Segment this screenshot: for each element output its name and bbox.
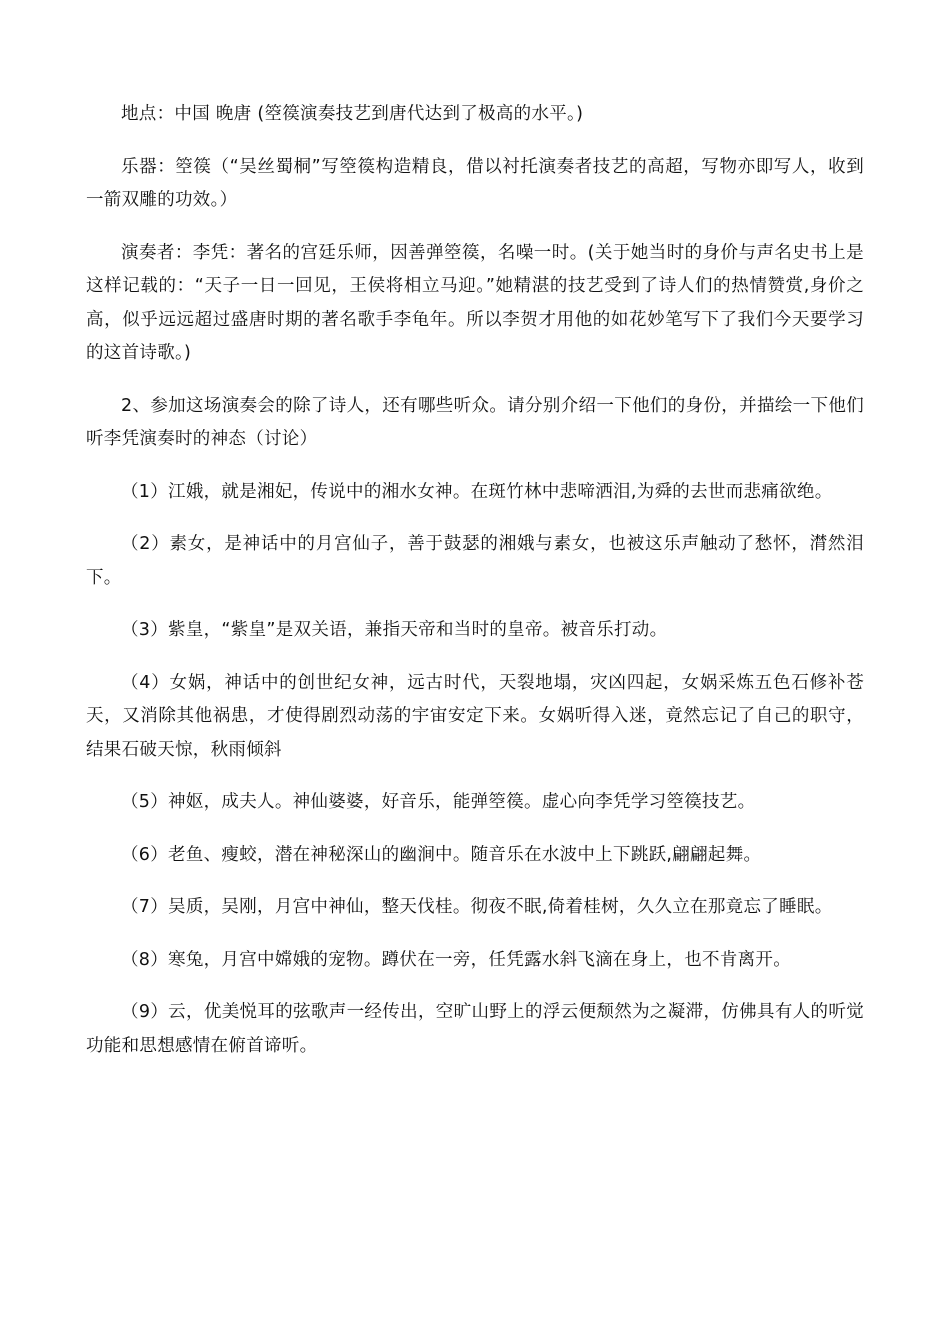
- paragraph-location: 地点：中国 晚唐 (箜篌演奏技艺到唐代达到了极高的水平。): [121, 104, 584, 124]
- paragraph-listener-3: （3）紫皇，“紫皇”是双关语，兼指天帝和当时的皇帝。被音乐打动。: [121, 620, 668, 640]
- paragraph-listener-2: （2）素女，是神话中的月宫仙子，善于鼓瑟的湘娥与素女，也被这乐声触动了愁怀，潸然泪下。: [86, 534, 864, 588]
- paragraph-instrument: 乐器：箜篌（“吴丝蜀桐”写箜篌构造精良，借以衬托演奏者技艺的高超，写物亦即写人，收到一箭双雕的功效。）: [86, 156, 864, 210]
- paragraph-question-2: 2、参加这场演奏会的除了诗人，还有哪些听众。请分别介绍一下他们的身份，并描绘一下他们听李凭演奏时的神态（讨论）: [86, 395, 864, 449]
- paragraph-listener-9: （9）云，优美悦耳的弦歌声一经传出，空旷山野上的浮云便颓然为之凝滞，仿佛具有人的听觉功能和思想感情在俯首谛听。: [86, 1002, 864, 1056]
- paragraph-listener-1: （1）江娥，就是湘妃，传说中的湘水女神。在斑竹林中悲啼洒泪,为舜的去世而悲痛欲绝。: [121, 481, 833, 502]
- paragraph-performer: 演奏者：李凭：著名的宫廷乐师，因善弹箜篌，名噪一时。(关于她当时的身价与声名史书上是这样记载的：“天子一日一回见，王侯将相立马迎。”她精湛的技艺受到了诗人们的热情赞赏,身价之高，似乎远远超过盛唐时期的著名歌手李龟年。所以李贺才用他的如花妙笔写下了我们今天要学习的这首诗歌。): [86, 242, 864, 363]
- paragraph-listener-8: （8）寒兔，月宫中嫦娥的宠物。蹲伏在一旁，任凭露水斜飞滴在身上，也不肯离开。: [121, 949, 792, 970]
- paragraph-listener-4: （4）女娲，神话中的创世纪女神，远古时代，天裂地塌，灾凶四起，女娲采炼五色石修补苍天，又消除其他祸患，才使得剧烈动荡的宇宙安定下来。女娲听得入迷，竟然忘记了自己的职守，结果石破天惊，秋雨倾斜: [86, 672, 864, 760]
- document-page: [86, 98, 864, 1082]
- paragraph-listener-6: （6）老鱼、瘦蛟，潜在神秘深山的幽涧中。随音乐在水波中上下跳跃,翩翩起舞。: [121, 844, 762, 865]
- paragraph-listener-7: （7）吴质，吴刚，月宫中神仙，整天伐桂。彻夜不眠,倚着桂树，久久立在那竟忘了睡眠。: [121, 897, 833, 917]
- paragraph-listener-5: （5）神妪，成夫人。神仙婆婆，好音乐，能弹箜篌。虚心向李凭学习箜篌技艺。: [121, 792, 756, 812]
